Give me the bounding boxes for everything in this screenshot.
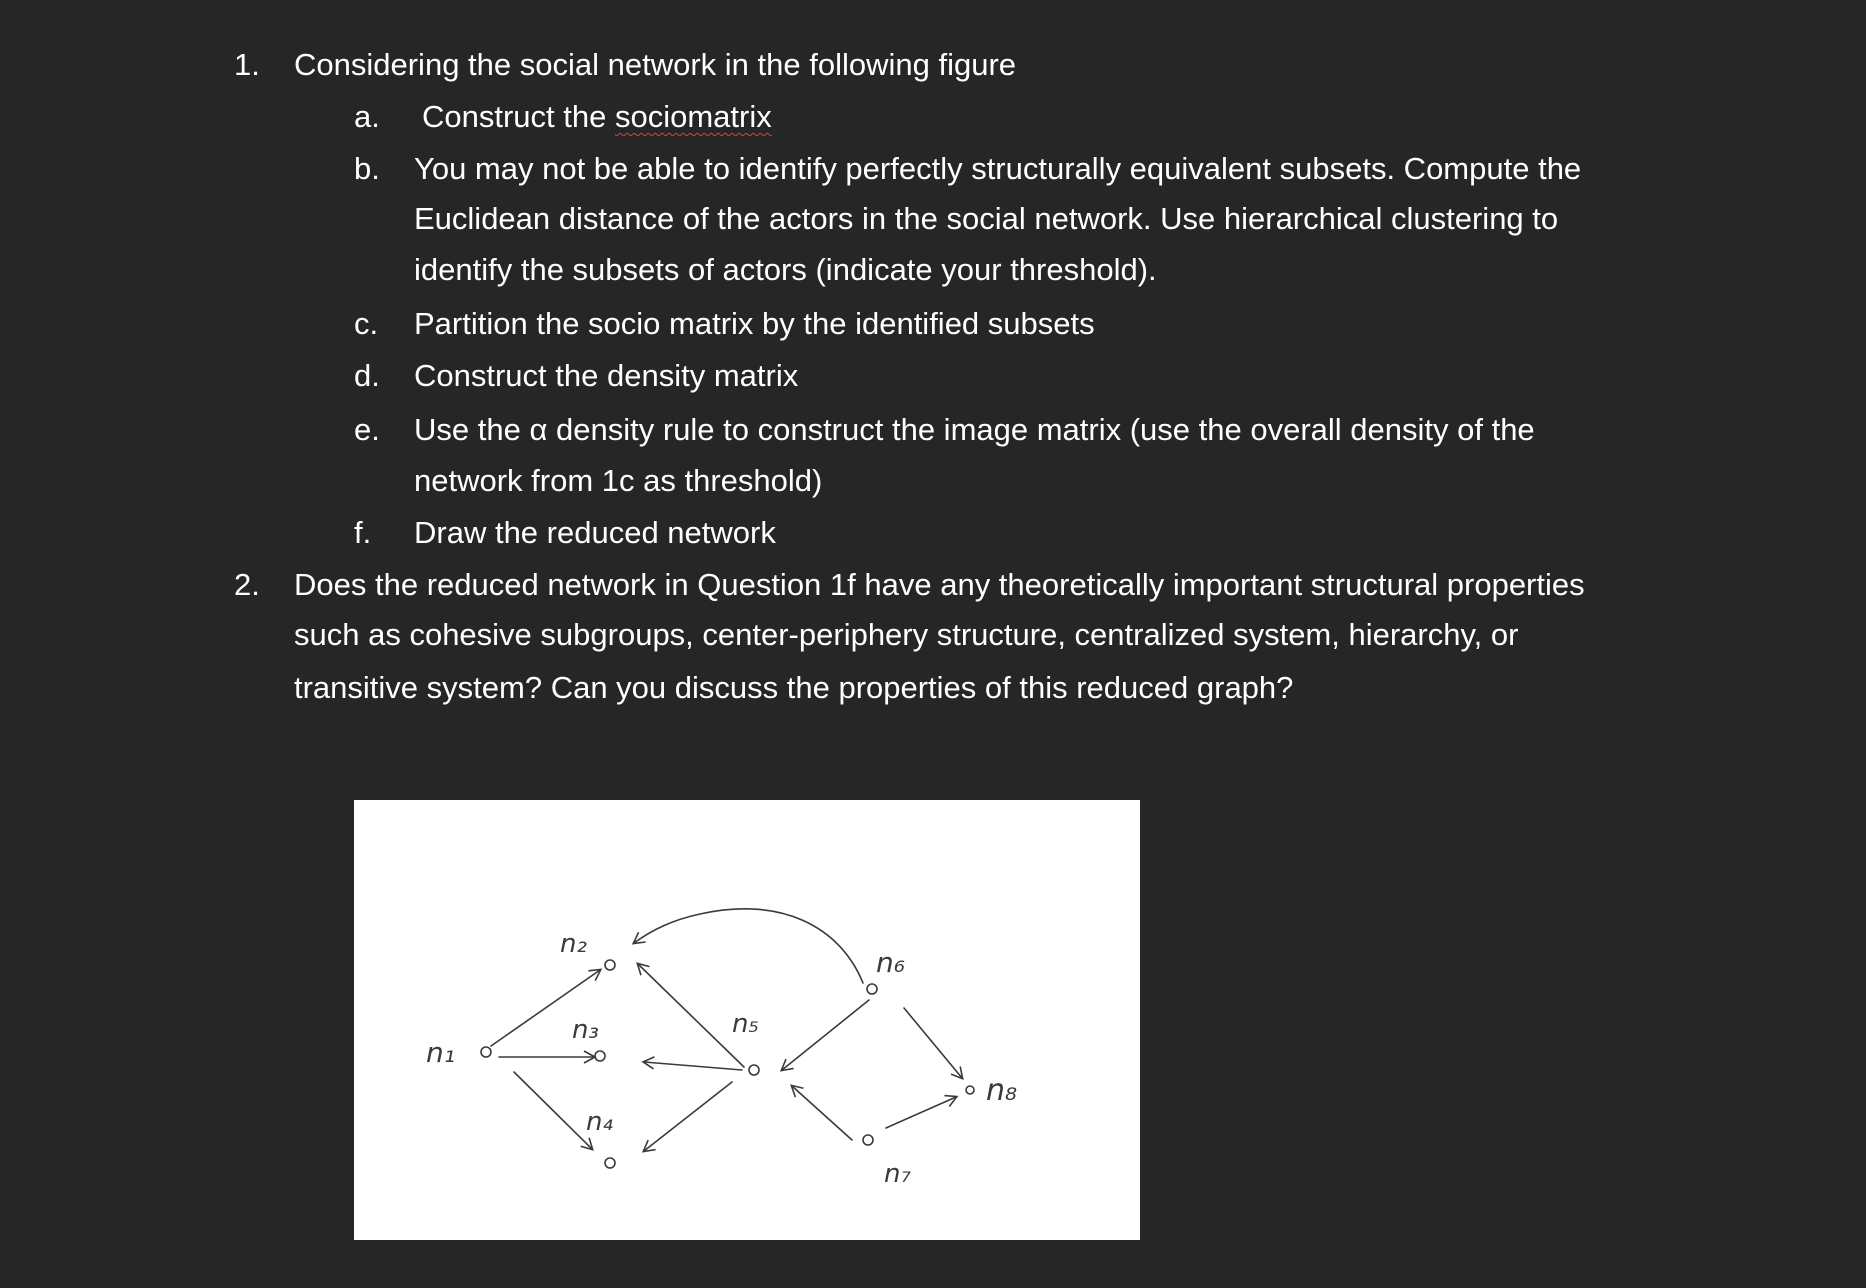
part-f-label: f. [354, 515, 372, 550]
node-n3 [595, 1051, 605, 1061]
edge-n6-n8 [904, 1008, 962, 1078]
node-label-n8: n₈ [986, 1073, 1018, 1108]
node-label-n1: n₁ [426, 1036, 455, 1069]
part-e-line-1: Use the α density rule to construct the image matrix (use the overall density of the [414, 412, 1535, 447]
edge-n6-n5 [782, 1000, 869, 1070]
part-a-label: a. [354, 99, 380, 134]
part-b-line-1: You may not be able to identify perfectly structurally equivalent subsets. Compute the [414, 151, 1582, 186]
node-n2 [605, 960, 615, 970]
node-label-n7: n₇ [884, 1159, 911, 1189]
part-b-line-3: identify the subsets of actors (indicate your threshold). [414, 252, 1157, 287]
part-c-text: Partition the socio matrix by the identified subsets [414, 306, 1095, 341]
edge-n5-n3 [644, 1062, 742, 1070]
edge-n5-n4 [644, 1082, 732, 1151]
node-n5 [749, 1065, 759, 1075]
question-1-number: 1. [234, 47, 260, 82]
part-d-text: Construct the density matrix [414, 358, 799, 393]
part-e-label: e. [354, 412, 380, 447]
edge-n7-n8 [886, 1097, 956, 1128]
node-n1 [481, 1047, 491, 1057]
part-a-text [422, 98, 772, 136]
node-n7 [863, 1135, 873, 1145]
question-2-line-1: Does the reduced network in Question 1f have any theoretically important structural properties [294, 567, 1585, 602]
edge-n7-n5 [792, 1086, 852, 1140]
node-n4 [605, 1158, 615, 1168]
network-figure [354, 800, 1140, 1240]
part-f-text: Draw the reduced network [414, 515, 776, 550]
network-graph [354, 800, 1140, 1240]
node-label-n5: n₅ [732, 1009, 759, 1039]
node-label-n3: n₃ [572, 1015, 599, 1045]
edge-n5-n2 [638, 964, 744, 1067]
part-d-label: d. [354, 358, 380, 393]
part-b-label: b. [354, 151, 380, 186]
question-1-text: Considering the social network in the following figure [294, 47, 1017, 82]
question-2-number: 2. [234, 567, 260, 602]
node-n8 [966, 1086, 974, 1094]
part-c-label: c. [354, 306, 379, 341]
node-n6 [867, 984, 877, 994]
part-a-text-spellcheck-word: sociomatrix [614, 99, 772, 134]
edge-n1-n4 [514, 1072, 592, 1149]
part-e-line-2: network from 1c as threshold) [414, 463, 823, 498]
part-a-text-main: Construct the [422, 99, 615, 134]
question-2-line-2: such as cohesive subgroups, center-periphery structure, centralized system, hierarchy, or [294, 617, 1519, 652]
edge-n6-n2 [634, 909, 863, 983]
node-label-n2: n₂ [560, 929, 587, 959]
node-label-n4: n₄ [586, 1107, 613, 1137]
node-label-n6: n₆ [876, 946, 905, 979]
part-b-line-2: Euclidean distance of the actors in the social network. Use hierarchical clustering to [414, 201, 1559, 236]
question-2-line-3: transitive system? Can you discuss the properties of this reduced graph? [294, 670, 1294, 705]
